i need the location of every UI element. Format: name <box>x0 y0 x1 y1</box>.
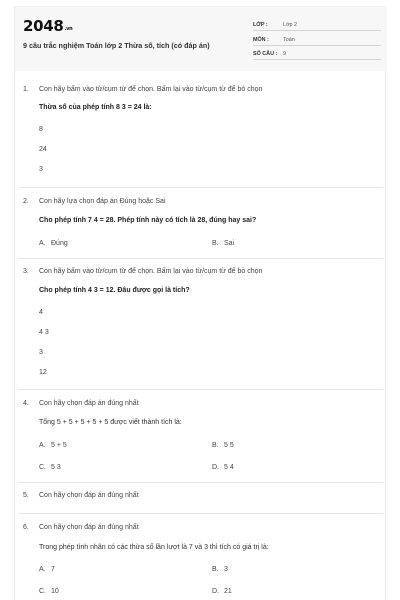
option-letter: D. <box>212 464 219 471</box>
question-1-number: 1. <box>23 86 29 93</box>
option-letter: A. <box>39 240 46 247</box>
question-6-instruction: Con hãy chọn đáp án đúng nhất <box>39 524 139 531</box>
meta-count-key: SỐ CÂU : <box>253 51 278 57</box>
option-letter: B. <box>212 566 219 573</box>
question-2-option-a[interactable] <box>39 240 68 247</box>
option-letter: C. <box>39 588 46 595</box>
worksheet-header <box>15 7 387 71</box>
option-text: 10 <box>51 588 59 595</box>
question-5-instruction: Con hãy chọn đáp án đúng nhất <box>39 492 139 499</box>
question-3-option[interactable]: 12 <box>39 369 47 376</box>
logo-text: 2048 <box>23 17 64 35</box>
question-2-stem: Cho phép tính 7 4 = 28. Phép tính này có tích là 28, đúng hay sai? <box>39 217 257 224</box>
question-divider <box>19 187 383 188</box>
question-6-option-b[interactable] <box>212 566 228 573</box>
question-divider <box>19 513 383 514</box>
question-divider <box>19 389 383 390</box>
meta-grade-key: LỚP : <box>253 22 268 28</box>
meta-count <box>253 50 381 60</box>
meta-subject-key: MÔN : <box>253 37 269 43</box>
question-1-instruction: Con hãy bấm vào từ/cụm từ để chọn. Bấm lại vào từ/cụm từ để bỏ chọn <box>39 86 263 93</box>
question-4-option-b[interactable] <box>212 442 234 449</box>
question-3-instruction: Con hãy bấm vào từ/cụm từ để chọn. Bấm lại vào từ/cụm từ để bỏ chọn <box>39 268 263 275</box>
question-3-option[interactable]: 3 <box>39 349 43 356</box>
question-4-option-d[interactable] <box>212 464 234 471</box>
question-2-number: 2. <box>23 198 29 205</box>
option-letter: B. <box>212 442 219 449</box>
question-4-instruction: Con hãy chọn đáp án đúng nhất <box>39 400 139 407</box>
question-4-number: 4. <box>23 400 29 407</box>
option-text: 5 3 <box>51 464 61 471</box>
question-divider <box>19 482 383 483</box>
question-6-number: 6. <box>23 524 29 531</box>
option-text: 5 4 <box>224 464 234 471</box>
question-4-stem: Tổng 5 + 5 + 5 + 5 + 5 được viết thành tích là: <box>39 419 182 426</box>
question-5-number: 5. <box>23 492 29 499</box>
option-letter: A. <box>39 566 46 573</box>
meta-subject-value: Toán <box>283 37 295 43</box>
question-2-option-b[interactable] <box>212 240 234 247</box>
option-text: Sai <box>224 240 235 247</box>
question-3-number: 3. <box>23 268 29 275</box>
option-text: 5 + 5 <box>51 442 67 449</box>
option-letter: D. <box>212 588 219 595</box>
question-3-stem: Cho phép tính 4 3 = 12. Đâu được gọi là tích? <box>39 287 190 294</box>
option-text: 21 <box>224 588 232 595</box>
option-letter: C. <box>39 464 46 471</box>
option-text: 3 <box>224 566 228 573</box>
logo-suffix: .vn <box>64 26 73 32</box>
option-letter: B. <box>212 240 219 247</box>
site-logo[interactable] <box>23 17 72 35</box>
option-text: 7 <box>51 566 55 573</box>
meta-count-value: 9 <box>283 51 286 57</box>
worksheet-page <box>14 6 386 600</box>
question-1-option[interactable]: 3 <box>39 166 43 173</box>
question-6-option-d[interactable] <box>212 588 232 595</box>
option-text: 5 5 <box>224 442 234 449</box>
question-1-stem: Thừa số của phép tính 8 3 = 24 là: <box>39 104 152 111</box>
page-title: 9 câu trắc nghiệm Toán lớp 2 Thừa số, tích (có đáp án) <box>23 41 210 50</box>
question-4-option-c[interactable] <box>39 464 61 471</box>
question-3-option[interactable]: 4 <box>39 309 43 316</box>
question-6-option-a[interactable] <box>39 566 55 573</box>
meta-subject <box>253 36 381 46</box>
question-4-option-a[interactable] <box>39 442 67 449</box>
option-letter: A. <box>39 442 46 449</box>
question-1-option[interactable]: 8 <box>39 126 43 133</box>
question-1-option[interactable]: 24 <box>39 146 47 153</box>
question-divider <box>19 258 383 259</box>
question-6-option-c[interactable] <box>39 588 59 595</box>
meta-grade-value: Lớp 2 <box>283 22 298 28</box>
question-2-instruction: Con hãy lựa chọn đáp án Đúng hoặc Sai <box>39 198 166 205</box>
question-3-option[interactable]: 4 3 <box>39 329 49 336</box>
meta-grade <box>253 21 381 31</box>
option-text: Đúng <box>51 240 68 247</box>
question-6-stem: Trong phép tính nhân có các thừa số lần lượt là 7 và 3 thì tích có giá trị là: <box>39 544 269 551</box>
